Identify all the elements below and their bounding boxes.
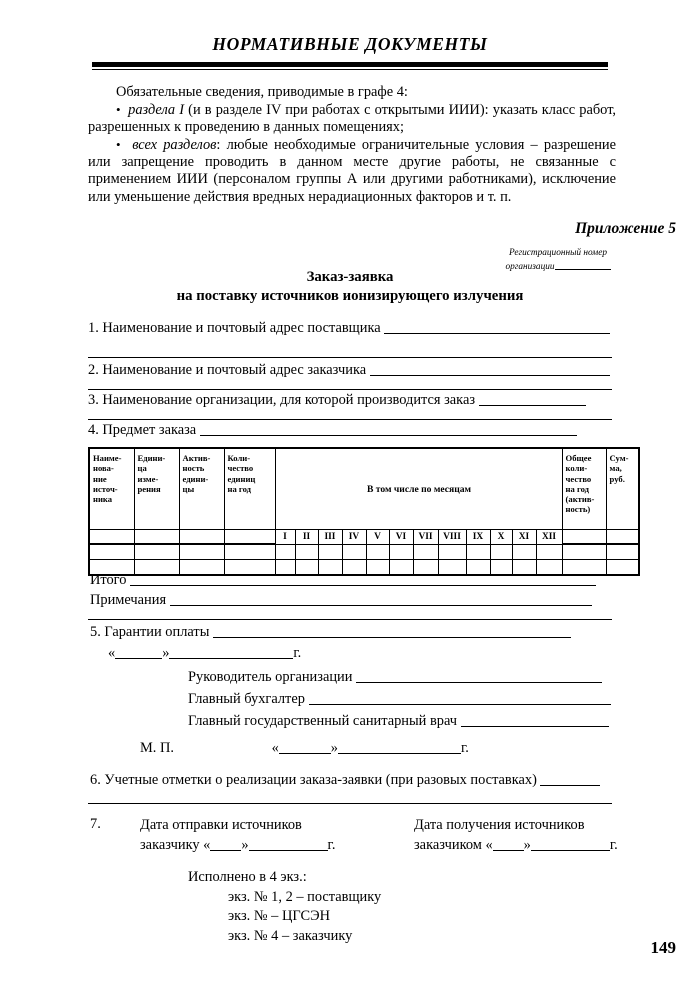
cell-unit[interactable] (134, 544, 179, 560)
item7-receive-date-year-suffix: г. (609, 836, 618, 853)
cell-month-1[interactable] (275, 544, 295, 560)
cell-quantity-year[interactable] (224, 544, 275, 560)
header-rule-thin (92, 69, 608, 70)
month-col-6: VI (389, 530, 413, 545)
table-col-source-name-l4: источ- (93, 483, 118, 494)
field-customer-input[interactable] (370, 364, 610, 376)
item7-receive-block (414, 816, 618, 855)
month-row-spacer-4 (224, 530, 275, 545)
running-header: НОРМАТИВНЫЕ ДОКУМЕНТЫ (212, 34, 488, 54)
item6-label: 6. Учетные отметки о реализации заказа-заявки (при разовых поставках) (90, 772, 537, 788)
field-subject-label: 4. Предмет заказа (88, 422, 197, 438)
cell-month-6[interactable] (389, 544, 413, 560)
field-supplier-continuation-line[interactable] (88, 357, 612, 358)
table-col-source-name-l5: ника (93, 494, 113, 505)
copies-title: Исполнено в 4 экз.: (188, 869, 307, 885)
month-col-2: II (295, 530, 318, 545)
intro-bullet-1-italic: раздела I (128, 102, 185, 119)
page-number: 149 (650, 938, 676, 957)
totals-notes-continuation-line[interactable] (88, 619, 612, 620)
stamp-date-open-quote: « (271, 740, 279, 756)
field-customer-label: 2. Наименование и почтовый адрес заказчика (88, 362, 367, 378)
item7-send-label: Дата отправки источников (140, 817, 302, 833)
payment-guarantee-row (90, 624, 571, 641)
payment-date-open-quote: « (108, 645, 116, 661)
item7-send-date-day-input[interactable] (210, 839, 241, 851)
field-supplier-label: 1. Наименование и почтовый адрес поставщика (88, 320, 381, 336)
month-col-4: IV (342, 530, 366, 545)
table-col-total-year-l5: (актив- (565, 494, 595, 505)
table-col-activity (179, 448, 224, 530)
cell-month-11[interactable] (512, 544, 536, 560)
payment-date-year-suffix: г. (293, 645, 302, 661)
table-col-sum-l3: руб. (609, 473, 625, 484)
cell-month-12[interactable] (536, 544, 562, 560)
copies-item-3: экз. № 4 – заказчику (228, 927, 353, 944)
intro-text-block (88, 84, 616, 206)
form-title-line2: на поставку источников ионизирующего излучения (176, 288, 524, 304)
table-col-activity-l1: Актив- (182, 453, 211, 463)
table-col-quantity-year-l2: чество (227, 463, 254, 474)
registration-number-line2: организации (505, 261, 555, 272)
header-rule-thick (92, 62, 608, 67)
intro-bullet-1 (88, 101, 616, 136)
totals-itogo-row (90, 572, 596, 589)
stamp-date-year-suffix: г. (461, 740, 469, 756)
table-col-unit-l3: изме- (137, 473, 159, 484)
table-col-unit-l4: рения (137, 483, 161, 494)
payment-guarantee-label: 5. Гарантии оплаты (90, 624, 210, 640)
cell-month-8[interactable] (438, 544, 466, 560)
table-col-total-year-l4: на год (565, 483, 590, 494)
payment-date-close-quote: » (162, 645, 170, 661)
intro-bullet-2-italic: всех разделов (132, 137, 217, 154)
field-supplier-row (88, 320, 612, 337)
signature-sanitary-doctor-input[interactable] (461, 715, 609, 727)
cell-month-10[interactable] (490, 544, 512, 560)
cell-activity[interactable] (179, 544, 224, 560)
item7-send-date-close-quote: » (241, 836, 249, 853)
item7-send-date-row (140, 836, 335, 856)
signature-sanitary-doctor-label: Главный государственный санитарный врач (188, 713, 458, 729)
table-col-months-group: В том числе по месяцам (275, 448, 562, 530)
month-row-spacer-2 (134, 530, 179, 545)
month-row-spacer-5 (562, 530, 606, 545)
table-month-numeral-row (89, 530, 639, 545)
month-col-8: VIII (438, 530, 466, 545)
field-supplier-input[interactable] (384, 322, 610, 334)
field-subject-row (88, 422, 612, 439)
field-customer-continuation-line[interactable] (88, 389, 612, 390)
cell-sum[interactable] (606, 544, 639, 560)
cell-sum[interactable] (606, 560, 639, 576)
month-col-9: IX (466, 530, 490, 545)
item7-number: 7. (90, 816, 101, 832)
table-col-quantity-year-l4: на год (227, 483, 251, 494)
item7-send-block (140, 816, 335, 855)
month-row-spacer-1 (89, 530, 134, 545)
item6-input[interactable] (540, 774, 600, 786)
signature-accountant-row (188, 691, 611, 708)
table-col-total-year-l2: коли- (565, 463, 588, 474)
cell-month-2[interactable] (295, 544, 318, 560)
stamp-date-day-input[interactable] (279, 742, 331, 754)
totals-itogo-input[interactable] (130, 574, 596, 586)
item6-row (90, 772, 600, 789)
payment-date-month-year-input[interactable] (169, 647, 293, 659)
item7-receive-date-prefix: заказчиком « (414, 836, 493, 853)
table-col-activity-l3: едини- (182, 473, 209, 484)
table-col-unit-l2: ца (137, 463, 147, 474)
table-col-source-name-l1: Наиме- (93, 453, 122, 463)
item7-send-date-prefix: заказчику « (140, 836, 211, 853)
item7-receive-label: Дата получения источников (414, 817, 585, 833)
table-col-sum-l2: ма, (609, 463, 622, 474)
field-organization-continuation-line[interactable] (88, 419, 612, 420)
table-col-quantity-year-l3: единиц (227, 473, 256, 484)
field-organization-label: 3. Наименование организации, для которой производится заказ (88, 392, 476, 408)
month-col-5: V (366, 530, 389, 545)
item7-receive-date-day-input[interactable] (493, 839, 524, 851)
form-title (0, 268, 700, 306)
cell-total-year[interactable] (562, 544, 606, 560)
cell-source-name[interactable] (89, 544, 134, 560)
table-col-total-year (562, 448, 606, 530)
totals-notes-input[interactable] (170, 594, 592, 606)
table-col-quantity-year (224, 448, 275, 530)
copies-item-1: экз. № 1, 2 – поставщику (228, 888, 382, 905)
table-col-unit (134, 448, 179, 530)
payment-date-row (108, 645, 301, 662)
totals-itogo-label: Итого (90, 572, 127, 588)
field-organization-input[interactable] (479, 394, 586, 406)
stamp-row (140, 740, 469, 757)
intro-bullet-1-rest: (и в разделе IV при работах с открытыми ИИИ): указать класс работ, разрешенных к проведению в данных помещениях; (88, 102, 616, 136)
stamp-date-close-quote: » (330, 740, 338, 756)
item7-send-date-year-suffix: г. (327, 836, 336, 853)
month-col-10: X (490, 530, 512, 545)
cell-month-5[interactable] (366, 544, 389, 560)
field-customer-row (88, 362, 612, 379)
table-col-activity-l4: цы (182, 483, 195, 494)
table-header-row (89, 448, 639, 530)
table-col-total-year-l6: ность) (565, 504, 591, 515)
month-col-12: XII (536, 530, 562, 545)
registration-number-line1: Регистрационный номер (509, 248, 607, 258)
month-col-3: III (318, 530, 342, 545)
intro-bullet-2-rest: : любые необходимые ограничительные условия – разрешение или запрещение проводить в данном месте другие работы, не связанные с применением ИИИ (персоналом группы А или другими работниками), исключение или уменьшение действия вредных нерадиационных факторов и т. п. (88, 137, 616, 205)
signature-sanitary-doctor-row (188, 713, 609, 730)
totals-notes-label: Примечания (90, 592, 167, 608)
table-col-unit-l1: Едини- (137, 453, 166, 463)
item7-receive-date-close-quote: » (523, 836, 531, 853)
table-col-sum (606, 448, 639, 530)
order-items-table (88, 447, 640, 576)
field-subject-input[interactable] (200, 424, 577, 436)
intro-bullet-2 (88, 136, 616, 205)
signature-accountant-input[interactable] (309, 693, 611, 705)
month-col-7: VII (413, 530, 438, 545)
table-col-sum-l1: Сум- (609, 453, 629, 463)
copies-block (188, 868, 381, 946)
payment-date-day-input[interactable] (115, 647, 162, 659)
cell-month-9[interactable] (466, 544, 490, 560)
signature-head-label: Руководитель организации (188, 669, 353, 685)
item7-send-date-month-input[interactable] (249, 839, 328, 851)
item6-continuation-line[interactable] (88, 803, 612, 804)
table-col-quantity-year-l1: Коли- (227, 453, 251, 463)
signature-head-input[interactable] (356, 671, 602, 683)
payment-guarantee-input[interactable] (213, 626, 571, 638)
cell-month-4[interactable] (342, 544, 366, 560)
month-row-spacer-3 (179, 530, 224, 545)
table-col-source-name-l3: ние (93, 473, 107, 484)
stamp-date-month-year-input[interactable] (338, 742, 461, 754)
signature-accountant-label: Главный бухгалтер (188, 691, 305, 707)
cell-month-7[interactable] (413, 544, 438, 560)
appendix-label: Приложение 5 (575, 220, 676, 237)
table-col-source-name-l2: нова- (93, 463, 114, 474)
copies-item-2: экз. № – ЦГСЭН (228, 908, 330, 924)
month-col-1: I (275, 530, 295, 545)
form-title-line1: Заказ-заявка (306, 269, 394, 285)
signature-head-row (188, 669, 602, 686)
intro-lead: Обязательные сведения, приводимые в графе 4: (116, 84, 408, 100)
table-col-total-year-l3: чество (565, 473, 592, 484)
table-row[interactable] (89, 544, 639, 560)
totals-notes-row (90, 592, 592, 609)
item7-receive-date-row (414, 836, 618, 856)
month-row-spacer-6 (606, 530, 639, 545)
cell-month-3[interactable] (318, 544, 342, 560)
table-col-total-year-l1: Общее (565, 453, 592, 463)
stamp-label: М. П. (140, 740, 174, 756)
field-organization-row (88, 392, 612, 409)
table-col-activity-l2: ность (182, 463, 205, 474)
month-col-11: XI (512, 530, 536, 545)
item7-receive-date-month-input[interactable] (531, 839, 610, 851)
table-col-source-name (89, 448, 134, 530)
